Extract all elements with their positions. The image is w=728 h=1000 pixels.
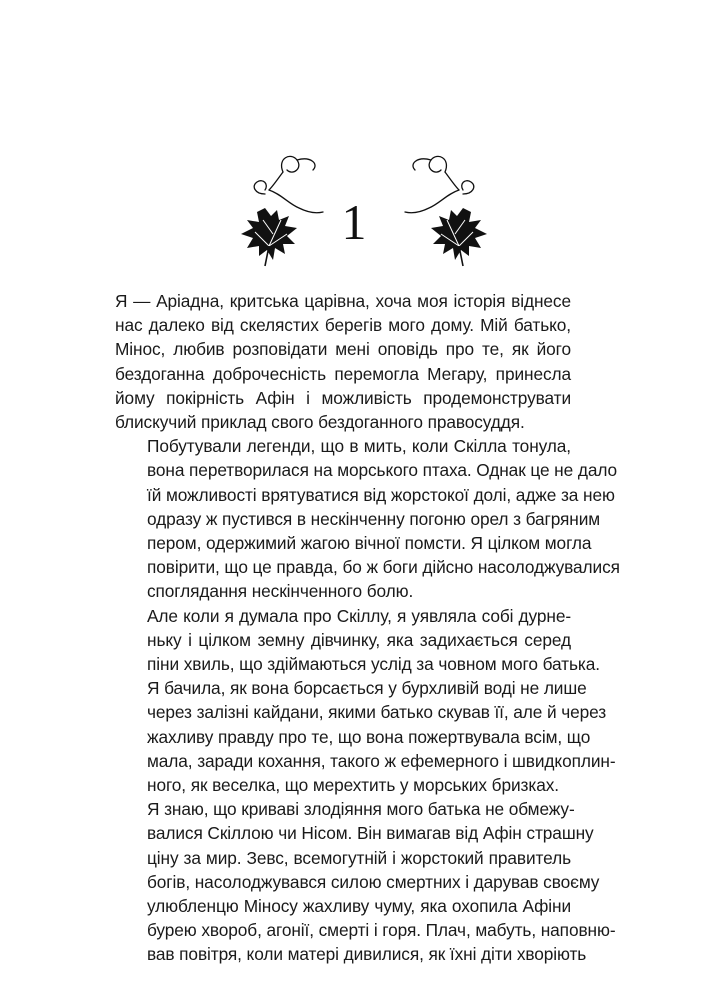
text-line: споглядання нескінченного болю. <box>147 581 414 602</box>
text-line: вав повітря, коли матері дивилися, як їхні діти хворіють <box>147 944 587 965</box>
text-line: ньку і цілком земну дівчинку, яка задихається серед <box>147 629 571 650</box>
paragraph <box>115 604 616 798</box>
paragraph <box>115 797 616 966</box>
text-line: валися Скіллою чи Нісом. Він вимагав від Афін страшну <box>147 823 594 844</box>
text-line: бездоганна доброчесність перемогла Мегару, принесла <box>115 363 571 384</box>
text-line: жахливу правду про те, що вона пожертвувала всім, що <box>147 726 591 747</box>
paragraph <box>115 434 620 603</box>
body-text <box>115 289 620 967</box>
chapter-number: 1 <box>341 194 367 250</box>
text-line: Мінос, любив розповідати мені оповідь про те, як його <box>115 339 571 360</box>
text-line: Я — Аріадна, критська царівна, хоча моя історія віднесе <box>115 291 571 311</box>
text-line: Я бачила, як вона борсається у бурхливій воді не лише <box>147 678 587 699</box>
text-line: улюбленцю Міносу жахливу чуму, яка охопила Афіни <box>147 896 571 917</box>
text-line: повірити, що це правда, бо ж боги дійсно насолоджувалися <box>147 557 620 578</box>
text-line: ного, як веселка, що мерехтить у морських бризках. <box>147 775 559 796</box>
text-line: мала, заради кохання, такого ж ефемерного і швидкоплин- <box>147 750 616 771</box>
maple-leaf-left <box>241 208 297 260</box>
text-line: пером, одержимий жагою вічної помсти. Я цілком могла <box>147 533 592 554</box>
text-line: блискучий приклад свого бездоганного правосуддя. <box>115 412 525 433</box>
text-line: Побутували легенди, що в мить, коли Скілла тонула, <box>147 436 571 457</box>
text-line: піни хвиль, що здіймаються услід за човном мого батька. <box>147 654 600 675</box>
text-line: бурею хвороб, агонії, смерті і горя. Плач, мабуть, наповню- <box>147 920 616 941</box>
paragraph <box>115 289 571 434</box>
text-line: їй можливості врятуватися від жорстокої долі, адже за нею <box>147 484 615 505</box>
text-line: богів, насолоджувався силою смертних і дарував своєму <box>147 871 600 892</box>
vine-leaf-ornament-right <box>393 150 503 275</box>
text-line: одразу ж пустився в нескінченну погоню орел з багряним <box>147 508 601 529</box>
text-line: ціну за мир. Зевс, всемогутній і жорстокий правитель <box>147 847 571 868</box>
text-line: через залізні кайдани, якими батько скував її, але й через <box>147 702 607 723</box>
text-line: нас далеко від скелястих берегів мого дому. Мій батько, <box>115 315 571 336</box>
maple-leaf-right <box>431 208 487 260</box>
text-line: вона перетворилася на морського птаха. Однак це не дало <box>147 460 618 481</box>
text-line: Але коли я думала про Скіллу, я уявляла собі дурне- <box>147 605 571 626</box>
text-line: йому покірність Афін і можливість продемонструвати <box>115 387 571 408</box>
text-line: Я знаю, що криваві злодіяння мого батька не обмежу- <box>147 799 575 820</box>
